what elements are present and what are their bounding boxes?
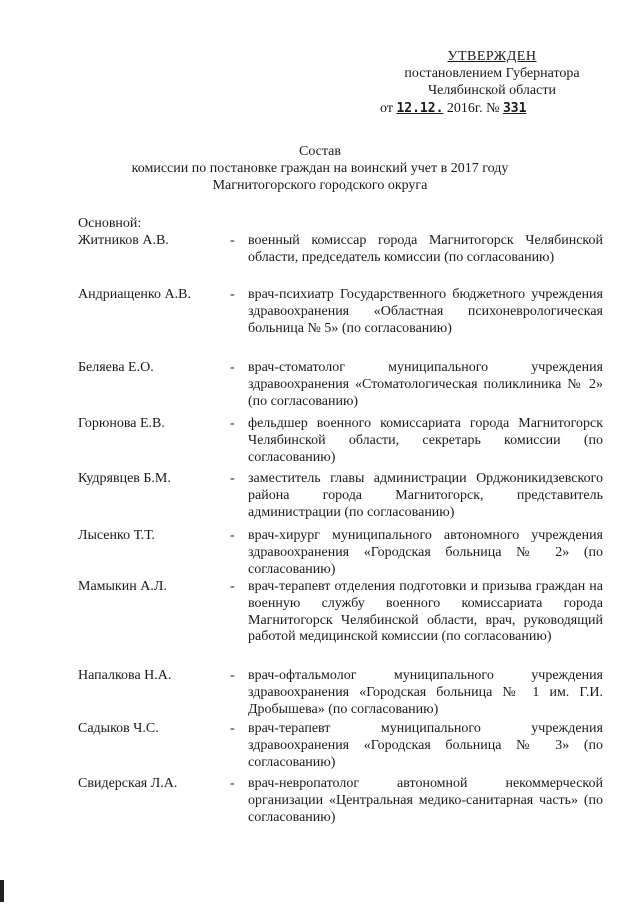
member-name: Напалкова Н.А. [78, 668, 172, 683]
member-name: Кудрявцев Б.М. [78, 471, 171, 486]
member-description: врач-невропатолог автономной некоммерческой организации «Центральная медико-санитарная часть» (по согласованию) [248, 776, 603, 825]
member-dash: - [230, 287, 235, 302]
approval-date-value: 12.12. [396, 101, 444, 116]
member-name: Житников А.В. [78, 233, 169, 248]
member-description: фельдшер военного комиссариата города Магнитогорск Челябинской области, секретарь комиссии (по согласованию) [248, 416, 603, 465]
member-description: заместитель главы администрации Орджоникидзевского района города Магнитогорск, представитель администрации (по согласованию) [248, 471, 603, 520]
member-description: врач-терапевт муниципального учреждения здравоохранения «Городская больница № 3» (по согласованию) [248, 721, 603, 770]
heading-line-2: комиссии по постановке граждан на воинский учет в 2017 году [131, 161, 509, 176]
member-dash: - [230, 668, 235, 683]
member-name: Андриащенко А.В. [78, 287, 191, 302]
member-dash: - [230, 416, 235, 431]
member-dash: - [230, 528, 235, 543]
member-name: Садыков Ч.С. [78, 721, 159, 736]
member-name: Свидерская Л.А. [78, 776, 178, 791]
member-entry [78, 776, 608, 846]
member-dash: - [230, 579, 235, 594]
approval-number: 331 [502, 101, 527, 116]
member-name: Горюнова Е.В. [78, 416, 165, 431]
member-description: врач-терапевт отделения подготовки и призыва граждан на военную службу военного комиссариата города Магнитогорск Челябинской области, врач, руководящий работой медицинской комиссии (по согласованию) [248, 579, 603, 645]
member-entry [78, 287, 608, 357]
approval-stamp [372, 48, 612, 117]
approval-date-line [372, 100, 612, 117]
member-dash: - [230, 233, 235, 248]
member-name: Беляева Е.О. [78, 360, 154, 375]
member-entry [78, 579, 608, 649]
approval-title: УТВЕРЖДЕН [447, 49, 537, 64]
member-dash: - [230, 471, 235, 486]
heading-line-3: Магнитогорского городского округа [212, 178, 428, 193]
member-description: врач-хирург муниципального автономного учреждения здравоохранения «Городская больница № 2» (по согласованию) [248, 528, 603, 577]
scan-edge-mark [0, 880, 4, 902]
heading-line-1: Состав [298, 144, 341, 159]
member-description: врач-офтальмолог муниципального учреждения здравоохранения «Городская больница № 1 им. Г.И. Дробышева» (по согласованию) [248, 668, 603, 717]
member-dash: - [230, 776, 235, 791]
approval-line-2: Челябинской области [428, 83, 556, 98]
approval-line-1: постановлением Губернатора [404, 66, 580, 81]
member-name: Лысенко Т.Т. [78, 528, 155, 543]
member-dash: - [230, 721, 235, 736]
approval-date-prefix: от [380, 101, 393, 116]
member-description: врач-стоматолог муниципального учреждения здравоохранения «Стоматологическая поликлиника № 2» (по согласованию) [248, 360, 603, 409]
member-dash: - [230, 360, 235, 375]
member-name: Мамыкин А.Л. [78, 579, 167, 594]
member-description: врач-психиатр Государственного бюджетного учреждения здравоохранения «Областная психоневрологическая больница № 5» (по согласованию) [248, 287, 603, 336]
section-label: Основной: [78, 216, 142, 231]
member-description: военный комиссар города Магнитогорск Челябинской области, председатель комиссии (по согласованию) [248, 233, 603, 265]
document-heading [40, 143, 600, 194]
approval-date-suffix: 2016г. № [446, 101, 500, 116]
